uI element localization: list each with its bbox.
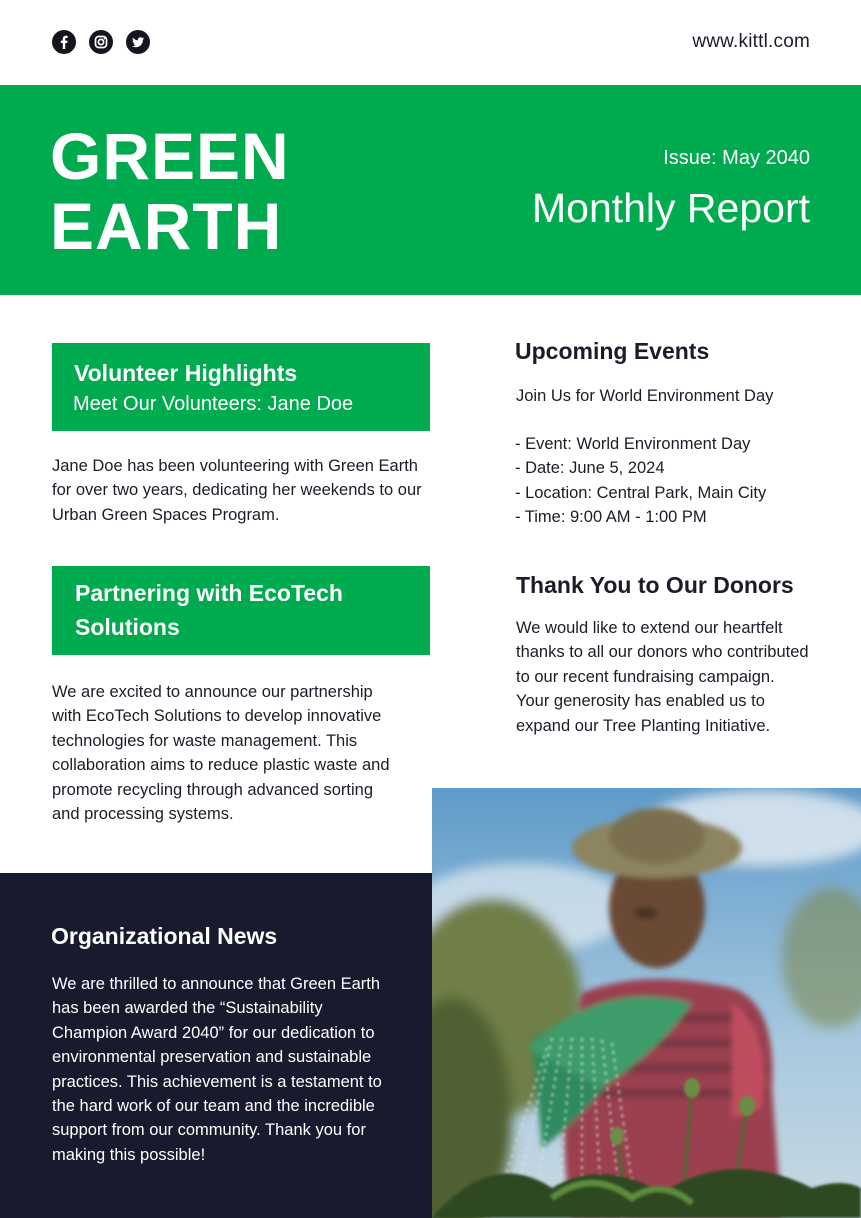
volunteer-highlights-box — [52, 343, 430, 431]
partnering-title-line-1: Partnering with EcoTech — [75, 580, 343, 606]
social-links — [52, 30, 150, 54]
volunteer-highlights-title: Volunteer Highlights — [74, 360, 298, 386]
facebook-icon[interactable] — [52, 30, 76, 54]
news-body-line: practices. This achievement is a testament to — [52, 1072, 382, 1091]
organizational-news-title: Organizational News — [51, 923, 278, 949]
partnering-body-line: collaboration aims to reduce plastic waste and — [52, 756, 390, 775]
news-body — [52, 972, 422, 1167]
donors-body-line: expand our Tree Planting Initiative. — [516, 716, 771, 735]
volunteer-body-line: Urban Green Spaces Program. — [52, 505, 280, 524]
hero-banner — [0, 85, 861, 295]
partnering-body-line: and processing systems. — [52, 805, 234, 824]
events-intro: Join Us for World Environment Day — [516, 387, 774, 405]
donors-body-line: Your generosity has enabled us to — [516, 692, 765, 711]
news-body-line: making this possible! — [52, 1145, 206, 1164]
partnering-box — [52, 566, 430, 655]
partnering-body-line: technologies for waste management. This — [52, 731, 358, 750]
partnering-title-line-2: Solutions — [75, 614, 180, 640]
issue-date: Issue: May 2040 — [663, 147, 810, 169]
event-detail-item: - Location: Central Park, Main City — [515, 483, 767, 502]
volunteer-body-line: Jane Doe has been volunteering with Green Earth — [52, 457, 418, 475]
event-details — [515, 432, 835, 530]
volunteer-body — [52, 454, 442, 527]
report-title: Monthly Report — [531, 185, 810, 231]
partnering-body — [52, 680, 432, 826]
news-body-line: support from our community. Thank you for — [52, 1121, 366, 1140]
brand-line-2: EARTH — [50, 189, 283, 263]
news-body-line: the hard work of our team and the incredible — [52, 1097, 375, 1116]
event-detail-item: - Event: World Environment Day — [515, 435, 751, 453]
event-detail-item: - Time: 9:00 AM - 1:00 PM — [515, 508, 707, 527]
news-body-line: has been awarded the “Sustainability — [52, 999, 323, 1018]
volunteer-subtitle: Meet Our Volunteers: Jane Doe — [73, 393, 354, 415]
partnering-body-line: promote recycling through advanced sorting — [52, 780, 374, 799]
donors-body-line: We would like to extend our heartfelt — [516, 619, 783, 637]
instagram-icon[interactable] — [89, 30, 113, 54]
volunteer-body-line: for over two years, dedicating her weekends to our — [52, 481, 422, 500]
top-bar — [0, 0, 861, 85]
news-body-line: environmental preservation and sustainable — [52, 1048, 372, 1067]
partnering-body-line: with EcoTech Solutions to develop innovative — [52, 707, 382, 726]
partnering-body-line: We are excited to announce our partnership — [52, 683, 373, 701]
event-detail-item: - Date: June 5, 2024 — [515, 459, 665, 478]
website-url[interactable]: www.kittl.com — [692, 31, 810, 52]
donors-title: Thank You to Our Donors — [516, 572, 794, 598]
donors-body-line: thanks to all our donors who contributed — [516, 643, 809, 662]
donors-body-line: to our recent fundraising campaign. — [516, 667, 775, 686]
twitter-icon[interactable] — [126, 30, 150, 54]
donors-body — [516, 616, 846, 738]
upcoming-events-title: Upcoming Events — [515, 338, 710, 364]
news-body-line: Champion Award 2040” for our dedication to — [52, 1023, 375, 1042]
brand-line-1: GREEN — [50, 119, 290, 193]
volunteer-watering-photo — [432, 788, 861, 1218]
brand-title — [50, 121, 290, 261]
organizational-news-section — [0, 873, 432, 1218]
news-body-line: We are thrilled to announce that Green Earth — [52, 975, 381, 993]
